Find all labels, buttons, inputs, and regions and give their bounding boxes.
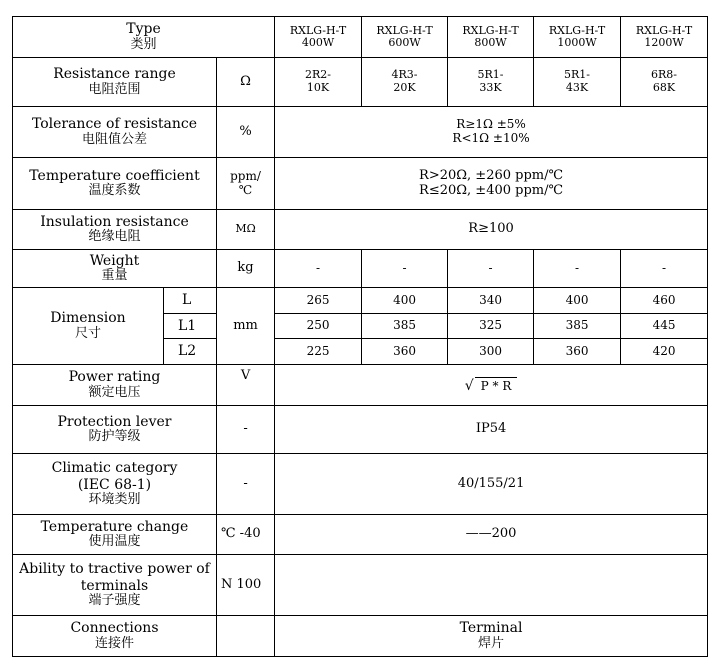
resistance-value-cell xyxy=(534,58,621,107)
insulation-value: R≥100 xyxy=(275,210,708,250)
connections-value-en: Terminal xyxy=(459,620,523,637)
connections-row xyxy=(13,616,708,657)
insulation-unit: MΩ xyxy=(217,210,275,250)
dimension-value: 250 xyxy=(275,314,362,339)
connections-unit-cell xyxy=(217,616,275,657)
header-row xyxy=(13,17,708,58)
tractive-label-cell xyxy=(13,555,217,616)
model-header-cell xyxy=(362,17,448,58)
climatic-label-cell xyxy=(13,454,217,515)
resistance-value-cell xyxy=(362,58,448,107)
weight-value: - xyxy=(448,250,534,288)
model-header-cell xyxy=(448,17,534,58)
dimension-value: 420 xyxy=(621,339,708,365)
protection-label-cell xyxy=(13,406,217,454)
power-rating-unit: V xyxy=(217,365,275,406)
resistance-value-cell xyxy=(448,58,534,107)
dimension-value: 400 xyxy=(534,288,621,314)
tractive-value-cell xyxy=(275,555,708,616)
connections-label-zh: 连接件 xyxy=(94,635,134,651)
resistance-value-cell xyxy=(621,58,708,107)
protection-label-en: Protection lever xyxy=(57,413,172,430)
dimension-value: 385 xyxy=(362,314,448,339)
dimension-value: 400 xyxy=(362,288,448,314)
dimension-sub-label: L1 xyxy=(164,314,217,339)
climatic-value: 40/155/21 xyxy=(275,454,708,515)
dimension-value: 360 xyxy=(362,339,448,365)
climatic-label-en1: Climatic category xyxy=(51,460,178,477)
resistance-label-zh: 电阻范围 xyxy=(88,81,141,97)
resistance-min: 5R1- xyxy=(477,68,504,82)
type-header-cell xyxy=(13,17,275,58)
type-label-en: Type xyxy=(126,21,161,38)
insulation-row xyxy=(13,210,708,250)
resistance-max: 10K xyxy=(306,81,330,94)
resistance-min: 4R3- xyxy=(391,68,418,82)
insulation-label-en: Insulation resistance xyxy=(40,213,189,230)
model-name: RXLG-H-T xyxy=(635,23,693,37)
temp-coeff-unit-cell xyxy=(217,158,275,210)
dimension-value: 360 xyxy=(534,339,621,365)
temp-coeff-line1: R>20Ω, ±260 ppm/℃ xyxy=(419,167,564,183)
temp-coeff-row xyxy=(13,158,708,210)
tractive-row xyxy=(13,555,708,616)
temp-change-row xyxy=(13,515,708,555)
tolerance-value-cell xyxy=(275,107,708,158)
weight-unit: kg xyxy=(217,250,275,288)
dimension-value: 300 xyxy=(448,339,534,365)
dimension-value: 340 xyxy=(448,288,534,314)
dimension-value: 265 xyxy=(275,288,362,314)
tractive-unit: N 100 xyxy=(217,555,275,616)
model-name: RXLG-H-T xyxy=(376,23,433,37)
power-rating-label-en: Power rating xyxy=(68,369,161,386)
type-label-zh: 类别 xyxy=(130,36,157,52)
resistance-min: 2R2- xyxy=(305,68,332,82)
insulation-label-cell xyxy=(13,210,217,250)
weight-value: - xyxy=(621,250,708,288)
resistance-unit: Ω xyxy=(217,58,275,107)
model-name: RXLG-H-T xyxy=(289,23,347,37)
temp-change-value: ——200 xyxy=(275,515,708,555)
dimension-unit: mm xyxy=(217,288,275,365)
sqrt-formula xyxy=(465,377,518,394)
temp-coeff-line2: R≤20Ω, ±400 ppm/℃ xyxy=(419,182,564,198)
resistance-label-en: Resistance range xyxy=(53,66,176,83)
power-rating-formula: P * R xyxy=(475,377,518,394)
dimension-sub-label: L xyxy=(164,288,217,314)
temp-coeff-label-cell xyxy=(13,158,217,210)
weight-value: - xyxy=(275,250,362,288)
temp-change-label-zh: 使用温度 xyxy=(88,534,141,550)
temp-coeff-value-cell xyxy=(275,158,708,210)
weight-value: - xyxy=(534,250,621,288)
power-rating-row xyxy=(13,365,708,406)
temp-coeff-label-zh: 温度系数 xyxy=(88,183,141,199)
temp-change-label-cell xyxy=(13,515,217,555)
climatic-label-zh: 环境类别 xyxy=(88,491,141,507)
tolerance-line2: R<1Ω ±10% xyxy=(452,131,530,145)
resistance-row xyxy=(13,58,708,107)
connections-label-cell xyxy=(13,616,217,657)
weight-label-cell xyxy=(13,250,217,288)
sqrt-icon: √ xyxy=(464,377,474,394)
temp-change-label-en: Temperature change xyxy=(40,518,189,535)
resistance-max: 33K xyxy=(479,81,502,94)
tolerance-line1: R≥1Ω ±5% xyxy=(456,117,526,132)
protection-unit: - xyxy=(217,406,275,454)
weight-value: - xyxy=(362,250,448,288)
dimension-value: 445 xyxy=(621,314,708,339)
model-name: RXLG-H-T xyxy=(548,23,606,37)
resistance-label-cell xyxy=(13,58,217,107)
tolerance-unit: % xyxy=(217,107,275,158)
temp-coeff-unit1: ppm/ xyxy=(230,168,261,183)
resistance-max: 68K xyxy=(652,81,676,94)
dimension-row xyxy=(13,288,708,314)
resistance-value-cell xyxy=(275,58,362,107)
model-header-cell xyxy=(275,17,362,58)
dimension-label-cell xyxy=(13,288,164,365)
model-header-cell xyxy=(621,17,708,58)
model-power: 600W xyxy=(388,36,421,49)
weight-label-zh: 重量 xyxy=(101,268,128,284)
power-rating-label-zh: 额定电压 xyxy=(88,384,141,400)
climatic-unit: - xyxy=(217,454,275,515)
tolerance-row xyxy=(13,107,708,158)
climatic-label-en2: (IEC 68-1) xyxy=(77,476,152,493)
model-power: 1000W xyxy=(557,36,597,49)
connections-label-en: Connections xyxy=(70,620,159,637)
weight-label-en: Weight xyxy=(89,252,140,269)
tractive-label-zh: 端子强度 xyxy=(88,592,141,608)
dimension-value: 225 xyxy=(275,339,362,365)
dimension-label-zh: 尺寸 xyxy=(74,325,101,341)
protection-row xyxy=(13,406,708,454)
tolerance-label-cell xyxy=(13,107,217,158)
dimension-label-en: Dimension xyxy=(50,310,126,327)
weight-row xyxy=(13,250,708,288)
protection-value: IP54 xyxy=(275,406,708,454)
temp-coeff-label-en: Temperature coefficient xyxy=(29,167,200,184)
connections-value-cell xyxy=(275,616,708,657)
dimension-sub-label: L2 xyxy=(164,339,217,365)
tractive-label-en1: Ability to tractive power of xyxy=(19,561,210,578)
model-name: RXLG-H-T xyxy=(462,23,519,37)
model-power: 400W xyxy=(301,36,335,49)
resistance-min: 6R8- xyxy=(651,68,678,82)
tolerance-label-zh: 电阻值公差 xyxy=(81,131,147,147)
connections-value-zh: 焊片 xyxy=(478,635,505,651)
dimension-value: 460 xyxy=(621,288,708,314)
spec-table xyxy=(12,16,708,657)
temp-change-unit: ℃ -40 xyxy=(217,515,275,555)
temp-coeff-unit2: ℃ xyxy=(238,182,253,197)
model-power: 1200W xyxy=(644,36,684,49)
resistance-min: 5R1- xyxy=(564,68,591,82)
power-rating-label-cell xyxy=(13,365,217,406)
resistance-max: 20K xyxy=(393,81,416,94)
power-rating-value-cell xyxy=(275,365,708,406)
resistance-max: 43K xyxy=(565,81,589,94)
model-power: 800W xyxy=(474,36,507,49)
dimension-value: 385 xyxy=(534,314,621,339)
insulation-label-zh: 绝缘电阻 xyxy=(88,229,141,245)
tractive-label-en2: terminals xyxy=(80,577,149,594)
climatic-row xyxy=(13,454,708,515)
dimension-value: 325 xyxy=(448,314,534,339)
protection-label-zh: 防护等级 xyxy=(88,429,141,445)
model-header-cell xyxy=(534,17,621,58)
tolerance-label-en: Tolerance of resistance xyxy=(31,116,198,133)
